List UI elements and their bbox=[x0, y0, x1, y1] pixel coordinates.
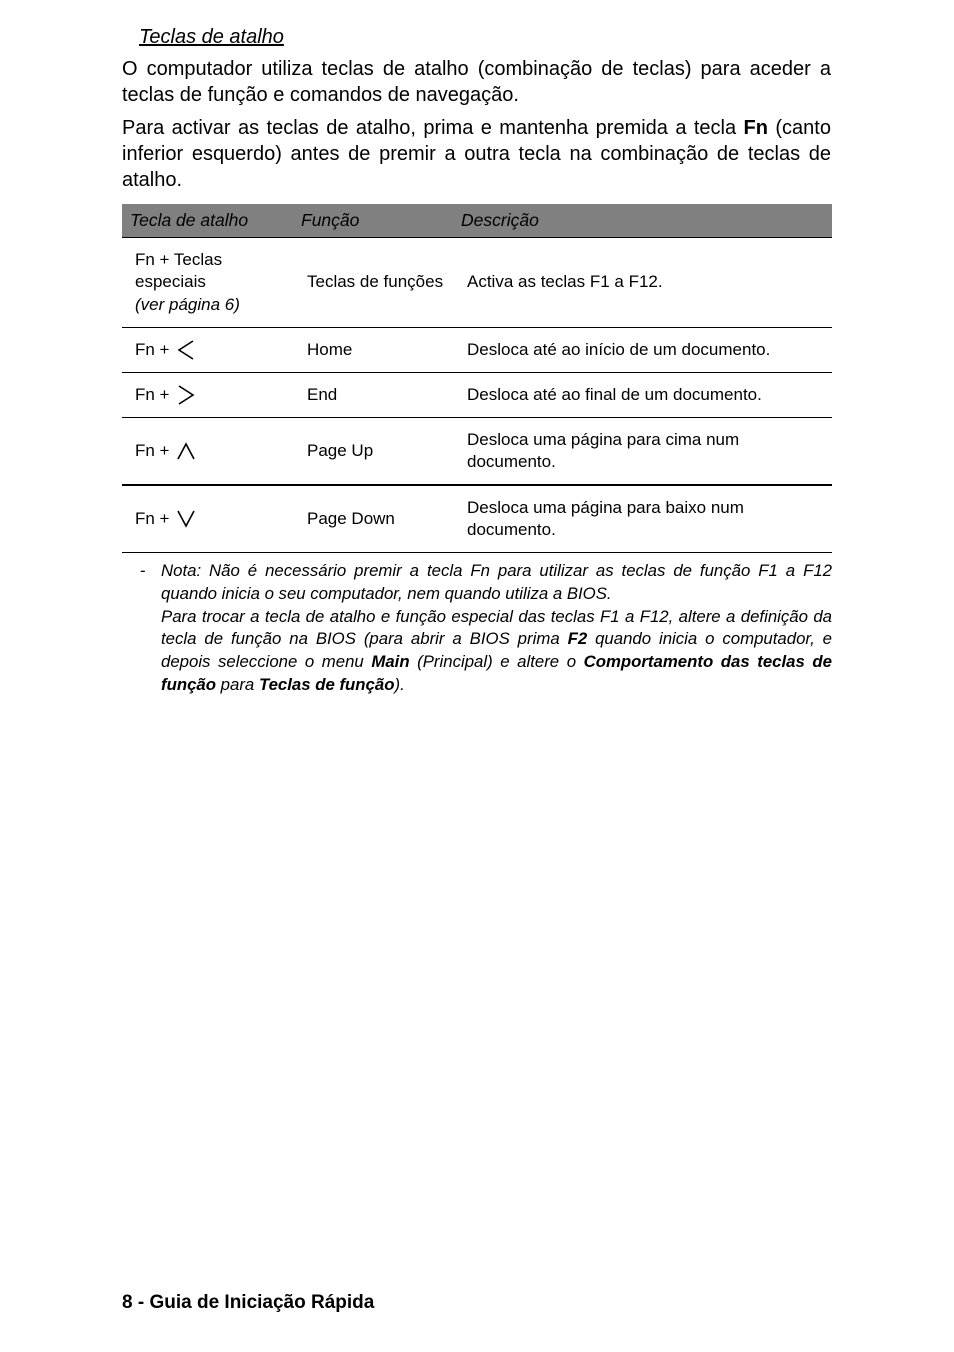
table-row bbox=[122, 485, 832, 553]
note-fragment: Para trocar a tecla de atalho e função especial das teclas F1 a F12, altere a definição da tecla de função na BIOS (para abrir a BIOS prima bbox=[161, 606, 832, 649]
function-cell: Teclas de funções bbox=[301, 238, 461, 328]
key-prefix: Fn + bbox=[135, 440, 170, 460]
note-text: Nota: Não é necessário premir a tecla Fn para utilizar as teclas de função F1 a F12 quando inicia o seu computador, nem quando utiliza a BIOS. bbox=[161, 561, 832, 603]
main-menu-label: Main bbox=[371, 652, 410, 672]
description-cell: Desloca uma página para cima num documento. bbox=[461, 418, 832, 486]
key-cell bbox=[122, 418, 301, 486]
description-cell: Desloca uma página para baixo num documento. bbox=[461, 485, 832, 553]
header-shortcut-key: Tecla de atalho bbox=[122, 204, 301, 238]
chevron-up-icon bbox=[176, 441, 196, 461]
note-bullet: - bbox=[140, 561, 146, 580]
key-cell bbox=[122, 485, 301, 553]
fn-key-label: Fn bbox=[743, 117, 768, 139]
chevron-down-icon bbox=[176, 509, 196, 529]
function-cell: Page Up bbox=[301, 418, 461, 486]
note-text bbox=[161, 606, 832, 697]
intro-paragraph: O computador utiliza teclas de atalho (combinação de teclas) para aceder a teclas de função e comandos de navegação. bbox=[122, 58, 831, 106]
chevron-right-icon bbox=[176, 384, 196, 406]
note-fragment: quando inicia o computador, e depois seleccione o menu bbox=[161, 629, 832, 672]
function-cell: Page Down bbox=[301, 485, 461, 553]
function-cell: Home bbox=[301, 328, 461, 373]
key-cell bbox=[122, 328, 301, 373]
instruction-paragraph bbox=[122, 115, 831, 193]
function-keys-option-label: Teclas de função bbox=[258, 674, 395, 694]
key-cell bbox=[122, 373, 301, 418]
note-fragment: para bbox=[216, 674, 259, 694]
chevron-left-icon bbox=[176, 339, 196, 361]
table-row bbox=[122, 418, 832, 486]
key-prefix: Fn + bbox=[135, 508, 170, 528]
function-key-behavior-label: Comportamento das teclas de função bbox=[161, 652, 832, 694]
description-cell: Activa as teclas F1 a F12. bbox=[461, 238, 832, 328]
key-cell bbox=[122, 238, 301, 328]
note-fragment: ). bbox=[394, 674, 405, 694]
key-line: especiais bbox=[135, 272, 206, 292]
section-title: Teclas de atalho bbox=[139, 26, 284, 48]
note-fragment: (Principal) e altere o bbox=[409, 652, 584, 672]
table-row bbox=[122, 373, 832, 418]
header-description: Descrição bbox=[461, 204, 832, 238]
shortcut-table bbox=[122, 204, 832, 553]
page-footer: 8 - Guia de Iniciação Rápida bbox=[122, 1292, 375, 1313]
key-line: Fn + Teclas bbox=[135, 249, 223, 269]
instruction-text-start: Para activar as teclas de atalho, prima e mantenha premida a tecla bbox=[122, 117, 744, 139]
f2-key-label: F2 bbox=[567, 629, 588, 649]
header-function: Função bbox=[301, 204, 461, 238]
table-row bbox=[122, 328, 832, 373]
description-cell: Desloca até ao início de um documento. bbox=[461, 328, 832, 373]
description-cell: Desloca até ao final de um documento. bbox=[461, 373, 832, 418]
instruction-text-end: (canto inferior esquerdo) antes de premir a outra tecla na combinação de teclas de atalho. bbox=[122, 117, 831, 191]
key-prefix: Fn + bbox=[135, 384, 170, 404]
function-cell: End bbox=[301, 373, 461, 418]
table-row bbox=[122, 238, 832, 328]
note-block bbox=[140, 560, 832, 697]
key-note: (ver página 6) bbox=[135, 294, 240, 314]
key-prefix: Fn + bbox=[135, 339, 170, 359]
table-header-row bbox=[122, 204, 832, 238]
